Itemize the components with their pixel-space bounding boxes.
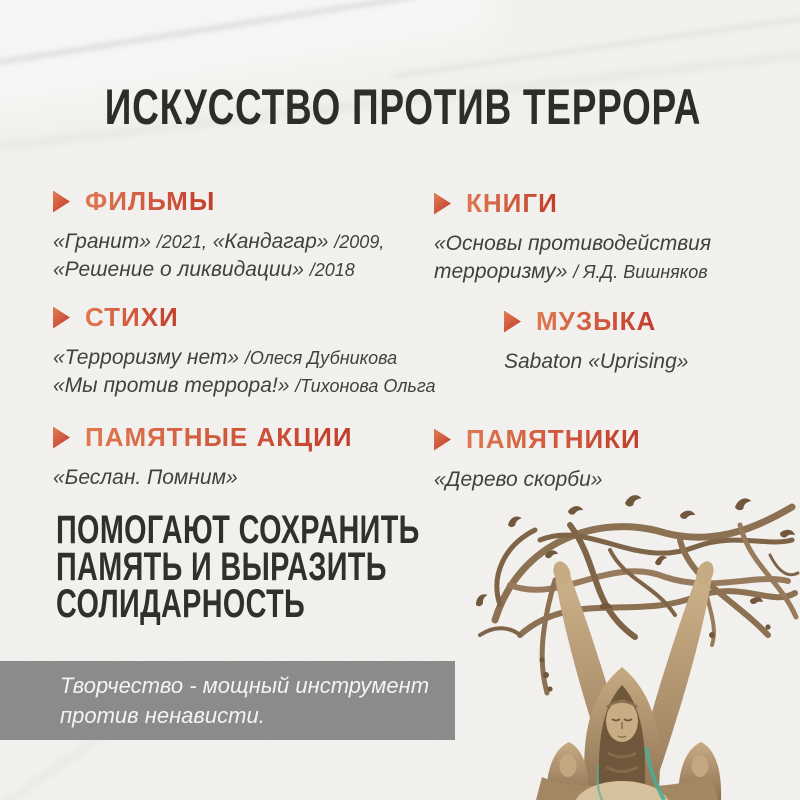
page-title [0, 78, 800, 136]
quote-banner [0, 661, 455, 740]
section-music-items [504, 348, 688, 376]
films-line-2 [53, 256, 384, 284]
statement-line-1: ПОМОГАЮТ СОХРАНИТЬ [56, 508, 420, 552]
section-monuments [434, 424, 641, 494]
triangle-bullet-icon [434, 429, 451, 451]
section-books [434, 188, 711, 286]
section-music [504, 306, 688, 376]
section-poems-items [53, 344, 436, 400]
poems-line-1 [53, 344, 436, 372]
section-films-label: ФИЛЬМЫ [85, 186, 216, 216]
section-music-header [504, 306, 688, 337]
film-title-3: «Решение о ликвидации» [53, 258, 304, 281]
action-title: «Беслан. Помним» [53, 466, 238, 489]
books-line-2 [434, 258, 711, 286]
triangle-bullet-icon [434, 193, 451, 215]
section-memorial-actions-items [53, 464, 353, 492]
section-memorial-actions-header [53, 422, 353, 453]
poem-title-2: «Мы против террора!» [53, 374, 290, 397]
poem-author-1: /Олеся Дубникова [244, 348, 398, 368]
triangle-bullet-icon [53, 191, 70, 213]
films-line-1 [53, 228, 384, 256]
book-title-part-2: терроризму» [434, 260, 568, 283]
section-books-items [434, 230, 711, 286]
section-films [53, 186, 384, 284]
actions-line-1 [53, 464, 353, 492]
film-year-3: /2018 [309, 260, 355, 280]
triangle-bullet-icon [53, 427, 70, 449]
music-track: Sabaton «Uprising» [504, 350, 689, 373]
statement-line-3: СОЛИДАРНОСТЬ [56, 582, 306, 626]
section-films-header [53, 186, 384, 217]
monument-title: «Дерево скорби» [434, 468, 603, 491]
books-line-1 [434, 230, 711, 258]
section-poems [53, 302, 436, 400]
section-memorial-actions [53, 422, 353, 492]
section-poems-label: СТИХИ [85, 302, 179, 332]
section-books-label: КНИГИ [466, 188, 558, 218]
quote-line-2: против ненависти. [60, 702, 265, 728]
statement-line-2: ПАМЯТЬ И ВЫРАЗИТЬ [56, 545, 387, 589]
page-title-text: ИСКУССТВО ПРОТИВ ТЕРРОРА [104, 79, 702, 135]
paper-fold-decoration [392, 9, 800, 77]
film-year-2: /2009, [334, 232, 385, 252]
section-books-header [434, 188, 711, 219]
music-line-1 [504, 348, 688, 376]
poem-author-2: /Тихонова Ольга [295, 376, 436, 396]
film-title-1: «Гранит» [53, 230, 151, 253]
triangle-bullet-icon [504, 311, 521, 333]
section-monuments-header [434, 424, 641, 455]
section-monuments-label: ПАМЯТНИКИ [466, 424, 641, 454]
section-films-items [53, 228, 384, 284]
section-memorial-actions-label: ПАМЯТНЫЕ АКЦИИ [85, 422, 353, 452]
triangle-bullet-icon [53, 307, 70, 329]
poems-line-2 [53, 372, 436, 400]
paper-fold-decoration [0, 0, 417, 70]
quote-line-1: Творчество - мощный инструмент [60, 672, 430, 698]
film-title-2: «Кандагар» [212, 230, 329, 253]
section-music-label: МУЗЫКА [536, 306, 657, 336]
poem-title-1: «Терроризму нет» [53, 346, 240, 369]
section-poems-header [53, 302, 436, 333]
tree-of-sorrow-statue-image [450, 485, 800, 800]
book-author: / Я.Д. Вишняков [573, 262, 708, 282]
statement-text [56, 508, 420, 626]
book-title-part-1: «Основы противодействия [434, 232, 712, 255]
film-year-1: /2021, [156, 232, 207, 252]
